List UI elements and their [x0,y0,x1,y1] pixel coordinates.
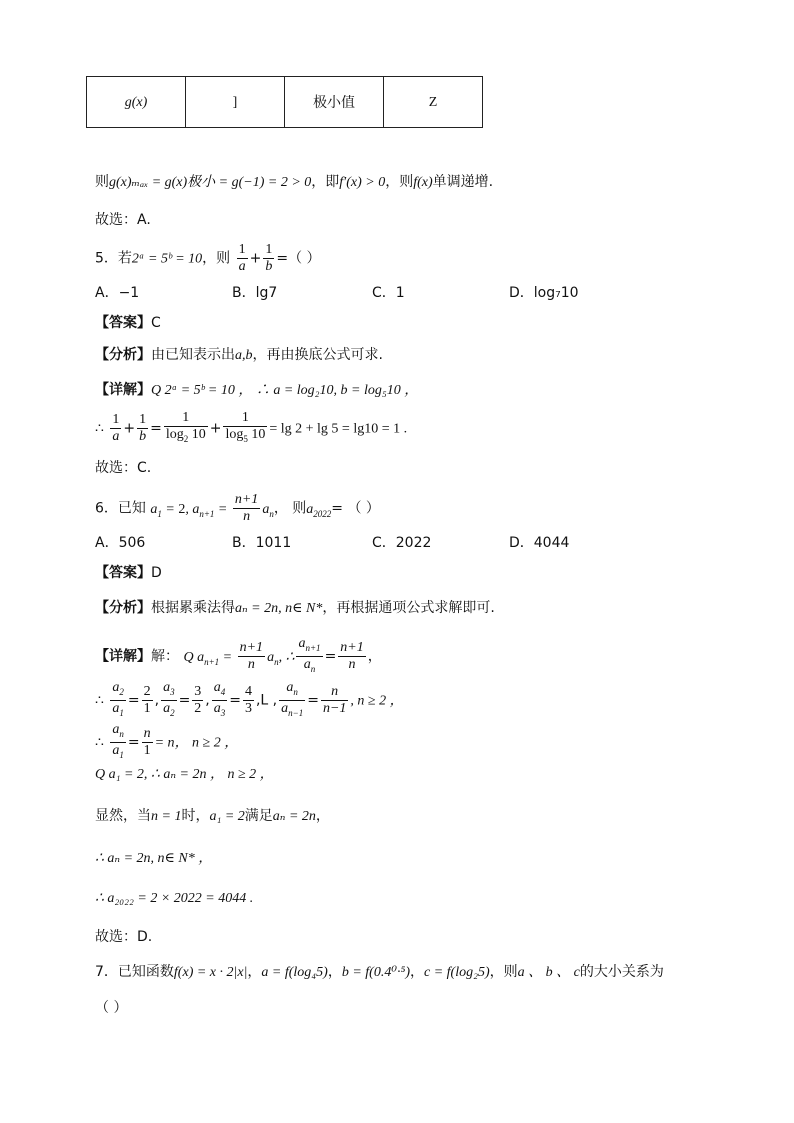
table-cell: ] [186,77,285,128]
table-cell: Z [384,77,483,128]
q6-q-line: Q a₁ = 2, ∴ aₙ = 2n ， n ≥ 2 ， [95,767,274,782]
q6-option-a: A．506 [95,535,146,551]
q6-detail: 【详解】解： Q $a_{n+1}$ = $\frac{n+1}{n}$ $a_n$, ∴ $\frac{a_{n+1}}{a_n}$ = $\frac{n+1}{n}$ ， [95,636,382,677]
fraction: $\frac{n+1}{n}$ [234,492,259,524]
q7-stem: 7．已知函数f(x) = x · 2|x|，a = f(log₄5)，b = f(0.4⁰·⁵)，c = f(log₂5)，则a 、 b 、 c的大小关系为 [95,964,664,980]
q5-analysis: 【分析】由已知表示出a,b，再由换底公式可求. [95,347,383,363]
q6-option-c: C．2022 [372,535,432,551]
q6-obvious-line: 显然，当n = 1时，a₁ = 2满足aₙ = 2n， [95,808,330,824]
q6-choose: 故选：D. [95,929,153,945]
q6-final: ∴ a₂₀₂₂ = 2 × 2022 = 4044 . [95,891,254,906]
q5-option-c: C．1 [372,285,405,301]
q5-answer: 【答案】C [95,315,161,331]
fraction: $\frac{a_{n+1}}{a_n}$ [298,636,321,674]
fraction: $\frac{1}{a}$ [238,242,246,274]
q5-detail-line2: ∴ $\frac{1}{a}$ + $\frac{1}{b}$ = $\frac{1}{\log_2 10}$ + $\frac{1}{\log_5 10}$ = lg 2 + lg 5 = lg10 = 1 . [95,410,407,447]
q5-option-d: D．log₇10 [509,285,579,301]
q6-product-line: ∴ $\frac{a_2}{a_1}$ = $\frac{2}{1}$ , $\frac{a_3}{a_2}$ = $\frac{3}{2}$ , $\frac{a_4}{a_3}$ = $\frac{4}{3}$ ,L , $\frac{a_n}{a_{n-1}}$ = $\frac{n}{n-1}$ , n ≥ 2 ， [95,680,404,718]
conclusion-line: 则g(x)ₘₐₓ = g(x)极小 = g(−1) = 2 > 0，即f′(x) > 0，则f(x)单调递增. [95,174,494,190]
q6-analysis: 【分析】根据累乘法得aₙ = 2n, n∈ N*，再根据通项公式求解即可. [95,600,495,616]
q5-option-b: B．lg7 [232,285,278,301]
q6-stem: 6．已知 $a_1 = 2$, $a_{n+1}$ = $\frac{n+1}{n}$ $a_n$， 则$a_{2022}=$ （ ） [95,492,380,524]
table-cell: g(x) [87,77,186,128]
q6-conclusion: ∴ aₙ = 2n, n∈ N* ， [95,851,213,866]
q5-detail: 【详解】Q 2ᵃ = 5ᵇ = 10 ， ∴ a = log₂10, b = log₅10 ， [95,382,419,398]
q6-option-b: B．1011 [232,535,292,551]
table-cell: 极小值 [285,77,384,128]
q6-ratio-line: ∴ $\frac{a_n}{a_1}$ = $\frac{n}{1}$ = n， n ≥ 2 ， [95,722,239,760]
fraction: $\frac{1}{a}$ [112,412,120,444]
q5-choose: 故选：C. [95,460,152,476]
q5-option-a: A．−1 [95,285,140,301]
q6-answer: 【答案】D [95,565,162,581]
q6-option-d: D．4044 [509,535,570,551]
fraction: $\frac{n+1}{n}$ [340,640,364,672]
monotonicity-table [86,76,483,128]
choose-a: 故选：A. [95,212,151,228]
q5-stem: 5．若2ᵃ = 5ᵇ = 10，则 $\frac{1}{a}$ + $\frac{1}{b}$ =（ ） [95,242,321,274]
fraction: $\frac{1}{b}$ [265,242,273,274]
q7-paren: （ ） [95,1000,128,1016]
fraction: $\frac{1}{\log_2 10}$ [165,410,206,444]
fraction: $\frac{1}{b}$ [139,412,147,444]
fraction: $\frac{n+1}{n}$ [239,640,264,672]
fraction: $\frac{1}{\log_5 10}$ [225,410,266,444]
